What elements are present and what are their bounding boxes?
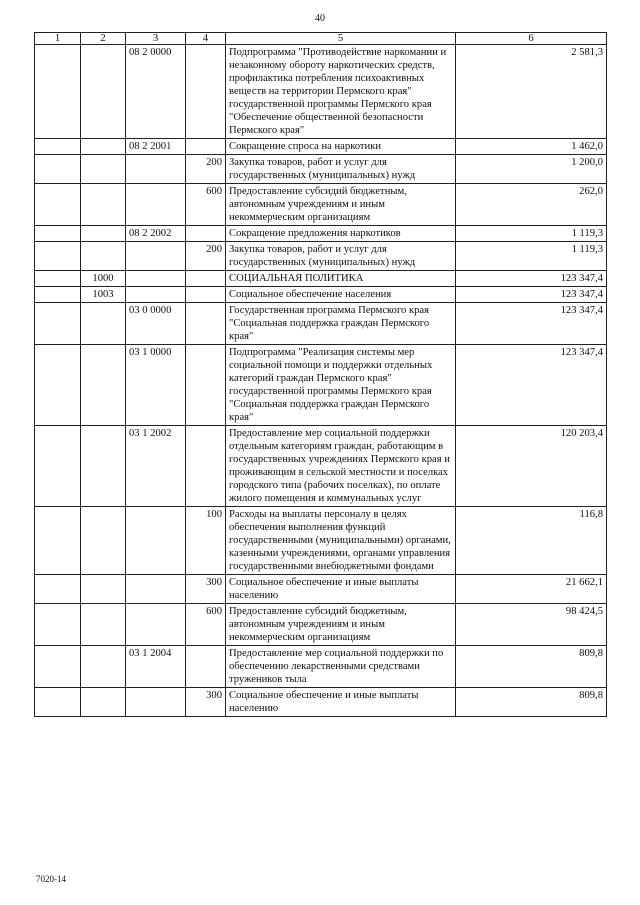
column-header: 5 xyxy=(226,33,456,45)
target-article-cell xyxy=(126,604,186,646)
table-row xyxy=(35,271,607,287)
target-article-cell: 08 2 2001 xyxy=(126,139,186,155)
expense-type-cell xyxy=(186,139,226,155)
expense-type-cell: 300 xyxy=(186,688,226,717)
subsection-cell xyxy=(81,45,126,139)
column-header: 3 xyxy=(126,33,186,45)
amount-cell: 123 347,4 xyxy=(456,345,607,426)
section-cell xyxy=(35,155,81,184)
amount-cell: 1 462,0 xyxy=(456,139,607,155)
expense-type-cell xyxy=(186,287,226,303)
expense-type-cell: 200 xyxy=(186,242,226,271)
subsection-cell xyxy=(81,646,126,688)
section-cell xyxy=(35,575,81,604)
amount-cell: 123 347,4 xyxy=(456,303,607,345)
subsection-cell xyxy=(81,303,126,345)
section-cell xyxy=(35,604,81,646)
section-cell xyxy=(35,271,81,287)
table-row xyxy=(35,688,607,717)
column-header: 6 xyxy=(456,33,607,45)
table-row xyxy=(35,226,607,242)
description-cell: Сокращение предложения наркотиков xyxy=(226,226,456,242)
amount-cell: 123 347,4 xyxy=(456,271,607,287)
target-article-cell: 03 1 2002 xyxy=(126,426,186,507)
description-cell: Государственная программа Пермского края "Социальная поддержка граждан Пермского края" xyxy=(226,303,456,345)
subsection-cell xyxy=(81,345,126,426)
amount-cell: 21 662,1 xyxy=(456,575,607,604)
expense-type-cell xyxy=(186,45,226,139)
header-row xyxy=(35,33,607,45)
target-article-cell xyxy=(126,688,186,717)
expense-type-cell xyxy=(186,345,226,426)
description-cell: Расходы на выплаты персоналу в целях обеспечения выполнения функций государственными (муниципальными) органами, казенными учреждениями, органами управления государственными внебюджетными фондами xyxy=(226,507,456,575)
expense-type-cell: 600 xyxy=(186,184,226,226)
amount-cell: 809,8 xyxy=(456,688,607,717)
budget-table xyxy=(34,32,607,717)
table-row xyxy=(35,155,607,184)
target-article-cell: 03 1 0000 xyxy=(126,345,186,426)
column-header: 1 xyxy=(35,33,81,45)
table-row xyxy=(35,604,607,646)
target-article-cell xyxy=(126,287,186,303)
description-cell: Подпрограмма "Противодействие наркомании и незаконному обороту наркотических средств, профилактика потребления психоактивных веществ на территории Пермского края" государственной программы Пермского края "Обеспечение общественной безопасности Пермского края" xyxy=(226,45,456,139)
target-article-cell xyxy=(126,184,186,226)
section-cell xyxy=(35,426,81,507)
description-cell: Социальное обеспечение и иные выплаты населению xyxy=(226,688,456,717)
target-article-cell: 08 2 0000 xyxy=(126,45,186,139)
amount-cell: 2 581,3 xyxy=(456,45,607,139)
section-cell xyxy=(35,646,81,688)
section-cell xyxy=(35,242,81,271)
subsection-cell xyxy=(81,575,126,604)
target-article-cell xyxy=(126,242,186,271)
section-cell xyxy=(35,45,81,139)
subsection-cell xyxy=(81,155,126,184)
table-row xyxy=(35,646,607,688)
table-row xyxy=(35,242,607,271)
expense-type-cell xyxy=(186,646,226,688)
target-article-cell: 03 1 2004 xyxy=(126,646,186,688)
description-cell: Предоставление субсидий бюджетным, автономным учреждениям и иным некоммерческим организациям xyxy=(226,604,456,646)
target-article-cell: 03 0 0000 xyxy=(126,303,186,345)
expense-type-cell: 200 xyxy=(186,155,226,184)
description-cell: Закупка товаров, работ и услуг для государственных (муниципальных) нужд xyxy=(226,242,456,271)
expense-type-cell xyxy=(186,226,226,242)
description-cell: СОЦИАЛЬНАЯ ПОЛИТИКА xyxy=(226,271,456,287)
amount-cell: 116,8 xyxy=(456,507,607,575)
section-cell xyxy=(35,184,81,226)
target-article-cell xyxy=(126,507,186,575)
amount-cell: 1 119,3 xyxy=(456,226,607,242)
subsection-cell xyxy=(81,184,126,226)
subsection-cell xyxy=(81,139,126,155)
table-row xyxy=(35,345,607,426)
expense-type-cell xyxy=(186,303,226,345)
section-cell xyxy=(35,226,81,242)
subsection-cell xyxy=(81,226,126,242)
column-header: 2 xyxy=(81,33,126,45)
table-row xyxy=(35,575,607,604)
target-article-cell xyxy=(126,575,186,604)
description-cell: Предоставление мер социальной поддержки по обеспечению лекарственными средствами тружеников тыла xyxy=(226,646,456,688)
section-cell xyxy=(35,345,81,426)
expense-type-cell: 100 xyxy=(186,507,226,575)
table-row xyxy=(35,287,607,303)
expense-type-cell xyxy=(186,426,226,507)
target-article-cell xyxy=(126,271,186,287)
target-article-cell xyxy=(126,155,186,184)
amount-cell: 120 203,4 xyxy=(456,426,607,507)
subsection-cell xyxy=(81,426,126,507)
table-row xyxy=(35,184,607,226)
section-cell xyxy=(35,507,81,575)
subsection-cell xyxy=(81,242,126,271)
subsection-cell: 1000 xyxy=(81,271,126,287)
table-row xyxy=(35,45,607,139)
amount-cell: 1 119,3 xyxy=(456,242,607,271)
amount-cell: 123 347,4 xyxy=(456,287,607,303)
expense-type-cell xyxy=(186,271,226,287)
footer-code: 7020-14 xyxy=(36,874,66,884)
column-header: 4 xyxy=(186,33,226,45)
section-cell xyxy=(35,688,81,717)
target-article-cell: 08 2 2002 xyxy=(126,226,186,242)
table-row xyxy=(35,303,607,345)
amount-cell: 809,8 xyxy=(456,646,607,688)
description-cell: Предоставление мер социальной поддержки отдельным категориям граждан, работающим в государственных учреждениях Пермского края и проживающим в сельской местности и поселках городского типа (рабочих поселках), по оплате жилого помещения и коммунальных услуг xyxy=(226,426,456,507)
subsection-cell xyxy=(81,507,126,575)
subsection-cell xyxy=(81,604,126,646)
amount-cell: 1 200,0 xyxy=(456,155,607,184)
description-cell: Сокращение спроса на наркотики xyxy=(226,139,456,155)
description-cell: Предоставление субсидий бюджетным, автономным учреждениям и иным некоммерческим организациям xyxy=(226,184,456,226)
table-row xyxy=(35,426,607,507)
amount-cell: 98 424,5 xyxy=(456,604,607,646)
description-cell: Социальное обеспечение населения xyxy=(226,287,456,303)
expense-type-cell: 300 xyxy=(186,575,226,604)
expense-type-cell: 600 xyxy=(186,604,226,646)
section-cell xyxy=(35,287,81,303)
description-cell: Подпрограмма "Реализация системы мер социальной помощи и поддержки отдельных категорий граждан Пермского края" государственной программы Пермского края "Социальная поддержка граждан Пермского края" xyxy=(226,345,456,426)
description-cell: Закупка товаров, работ и услуг для государственных (муниципальных) нужд xyxy=(226,155,456,184)
subsection-cell: 1003 xyxy=(81,287,126,303)
amount-cell: 262,0 xyxy=(456,184,607,226)
subsection-cell xyxy=(81,688,126,717)
table-row xyxy=(35,139,607,155)
section-cell xyxy=(35,303,81,345)
section-cell xyxy=(35,139,81,155)
page-number: 40 xyxy=(315,13,325,24)
table-row xyxy=(35,507,607,575)
description-cell: Социальное обеспечение и иные выплаты населению xyxy=(226,575,456,604)
